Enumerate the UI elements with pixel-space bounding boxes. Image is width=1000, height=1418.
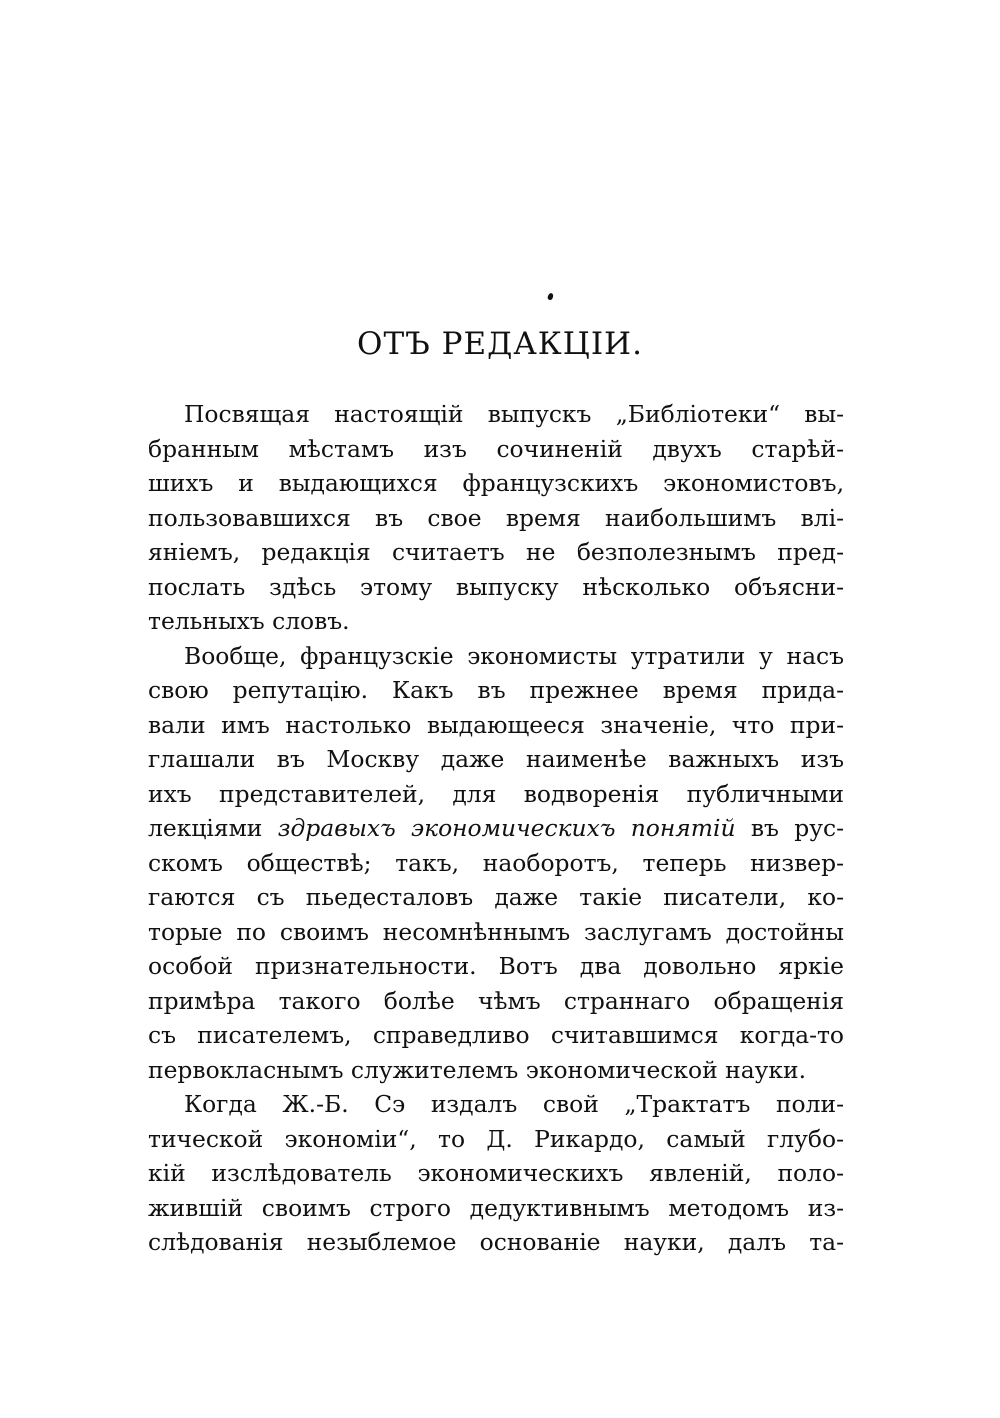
text-line: гаются съ пьедесталовъ даже такіе писатели, ко- [148,883,844,911]
text-line: бранным мѣстамъ изъ сочиненій двухъ старѣй- [148,434,844,463]
text-line: скомъ обществѣ; такъ, наоборотъ, теперь низвер- [148,848,844,877]
text-line: первокласнымъ служителемъ экономической науки. [148,1055,807,1084]
text-line: особой признательности. Вотъ два довольно яркіе [148,952,844,980]
text-line: свою репутацію. Какъ въ прежнее время прида- [148,676,844,704]
italic-phrase: здравыхъ экономическихъ понятій [277,814,736,842]
text-segment: въ рус- [735,814,844,842]
body-text [148,397,844,1260]
text-line: яніемъ, редакція считаетъ не безполезнымъ пред- [148,538,844,566]
stray-ink-mark [547,292,554,300]
text-line: кій изслѣдователь экономическихъ явленій, поло- [148,1159,844,1187]
text-line: слѣдованія незыблемое основаніе науки, далъ та- [148,1228,844,1256]
text-line: тической экономіи“, то Д. Рикардо, самый глубо- [148,1124,844,1153]
text-line: жившій своимъ строго дедуктивнымъ методомъ из- [148,1193,844,1222]
text-line: тельныхъ словъ. [148,607,350,635]
text-segment: лекціями [148,814,278,842]
text-line: Вообще, французскіе экономисты утратили у насъ [184,641,844,670]
text-line: торые по своимъ несомнѣннымъ заслугамъ достойны [148,917,844,946]
text-line: съ писателемъ, справедливо считавшимся когда-то [148,1021,844,1049]
text-line: ихъ представителей, для водворенія публичными [148,779,844,808]
text-line: глашали въ Москву даже наименѣе важныхъ изъ [148,745,844,773]
text-line-with-italic [148,811,844,846]
text-line: послать здѣсь этому выпуску нѣсколько объясни- [148,572,844,601]
page-title: ОТЪ РЕДАКЦІИ. [357,326,643,362]
text-line: пользовавшихся въ свое время наибольшимъ влі- [148,503,844,532]
text-line: Посвящая настоящій выпускъ „Библіотеки“ вы- [184,400,844,428]
text-line: примѣра такого болѣе чѣмъ страннаго обращенія [148,986,844,1015]
text-line: вали имъ настолько выдающееся значеніе, что при- [148,710,844,739]
text-line: шихъ и выдающихся французскихъ экономистовъ, [148,469,844,497]
text-line: Когда Ж.-Б. Сэ издалъ свой „Трактатъ поли- [184,1090,844,1118]
